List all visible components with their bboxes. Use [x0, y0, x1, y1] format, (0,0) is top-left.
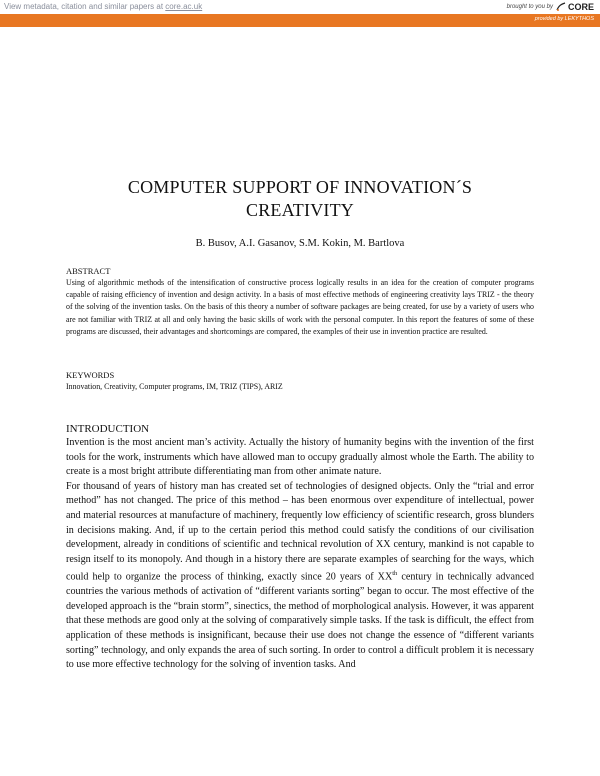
- intro-paragraph-1: Invention is the most ancient man’s activity. Actually the history of humanity begins with the invention of the first tools for the work, instruments which have allowed man to occupy gradually almost whole the Earth. The ability to create is a most bright attribute differentiating man from other animate nature.: [66, 437, 534, 478]
- core-metadata-link-text: [4, 2, 202, 11]
- core-logo-text: CORE: [567, 2, 594, 12]
- core-logo-icon: [556, 2, 566, 12]
- brought-by: [507, 2, 594, 12]
- title-line-1: COMPUTER SUPPORT OF INNOVATION´S: [127, 177, 473, 197]
- introduction-body: [66, 436, 534, 673]
- brought-by-text: brought to you by: [506, 4, 553, 10]
- core-orange-strip: [0, 14, 600, 27]
- core-banner: [0, 0, 600, 28]
- abstract-heading: ABSTRACT: [66, 266, 111, 276]
- introduction-heading: INTRODUCTION: [66, 423, 150, 435]
- core-logo[interactable]: [556, 2, 594, 12]
- intro-p2-superscript: th: [392, 570, 398, 578]
- abstract-text: Using of algorithmic methods of the intensification of constructive process logically results in an idea for the creation of computer programs capable of raising efficiency of invention and design activity. In a basis of most effective methods of engineering creativity lays TRIZ - the theory of the solving of the invention tasks. On the basis of this theory a number of software packages are being created, for use by a variety of users who are not familiar with TRIZ at all and only having the basic skills of work with the personal computer. In this report the features of some of these programs are discussed, their advantages and shortcomings are compared, the examples of their use in invention practice are resulted.: [66, 278, 534, 336]
- authors: B. Busov, A.I. Gasanov, S.M. Kokin, M. Bartlova: [195, 238, 405, 249]
- intro-p2-part-b: century in technically advanced countries the various methods of activation of “different variants sorting” began to occur. The most effective of the developed approach is the “brain storm”, sinectics, the method of morphological analysis. However, it was apparent that these methods are good only at the solving of comparatively simple tasks. If the task is difficult, the effect from application of these methods is insignificant, because their use does not change the essence of “different variants sorting” technology, and only expands the area of such sorting. In order to control a difficult problem it is necessary to use more effective technology for the solving of invention tasks. And: [66, 571, 534, 671]
- core-banner-prefix: View metadata, citation and similar papers at: [4, 2, 166, 11]
- keywords-text: Innovation, Creativity, Computer programs, IM, TRIZ (TIPS), ARIZ: [66, 382, 283, 391]
- keywords-heading: KEYWORDS: [66, 370, 115, 380]
- core-link[interactable]: core.ac.uk: [165, 2, 203, 11]
- intro-paragraph-2: [66, 480, 534, 673]
- intro-p2-part-a: For thousand of years of history man has created set of technologies of designed objects. Only the “trial and error method” has not changed. The price of this method – has been enormous over expenditure of intellectual, power and material resources at manufacture of machinery, frequently low efficiency of scientific research, gross blunders in decisions making. And, if up to the certain period this method could satisfy the conditions of our civilisation development, already in conditions of scientific and technical revolution of XX century, mankind is not capable to resign itself to its monopoly. And though in a history there are separate examples of searching for the ways, which could help to organize the process of thinking, exactly since 20 years of XX: [66, 480, 534, 583]
- provided-by[interactable]: provided by LEKYTHOS: [534, 16, 594, 22]
- paper-title: [0, 176, 600, 222]
- title-line-2: CREATIVITY: [246, 200, 354, 220]
